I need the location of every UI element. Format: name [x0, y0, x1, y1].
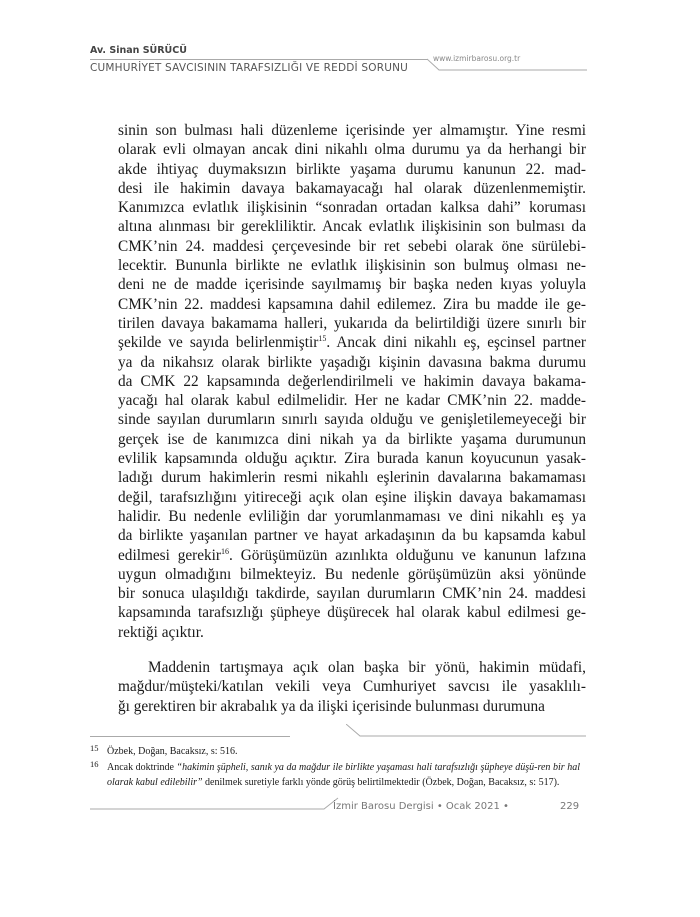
- footnote-quote: “hakimin şüpheli, sanık ya da mağdur ile birlikte yaşaması hali tarafsızlığı şüpheye düşü-ren bir hal olarak kabul edilebilir”: [107, 762, 580, 788]
- page-number: 229: [560, 801, 580, 812]
- text-segment: deni ne de madde içerisinde sayılmamış bir başka neden kıyas yoluyla: [118, 276, 586, 294]
- text-line: [118, 353, 586, 372]
- header-rule-slant: [427, 58, 587, 78]
- text-line: [118, 160, 586, 179]
- text-line: [118, 217, 586, 236]
- text-segment: rektiği açıktır.: [118, 623, 204, 641]
- text-segment: Kanımızca evlatlık ilişkisinin “sonradan ortadan kalksa dahi” koruması: [118, 199, 586, 217]
- text-line: [118, 198, 586, 217]
- text-line: [118, 121, 586, 140]
- text-segment: kapsamında tarafsızlığı şüpheye düşürecek hal olarak kabul edilmesi ge-: [118, 604, 586, 622]
- paragraph-gap: [118, 642, 586, 658]
- text-line: [118, 565, 586, 584]
- text-segment: Maddenin tartışmaya açık olan başka bir yönü, hakimin müdafi,: [148, 659, 586, 677]
- text-line: [118, 526, 586, 545]
- text-segment: lecektir. Bununla birlikte ne evlatlık ilişkisinin son bulmuş olması ne-: [118, 257, 586, 275]
- footnote-16: [90, 760, 580, 790]
- text-line: [118, 603, 586, 622]
- text-line: [118, 295, 586, 314]
- footer-rule: [90, 796, 340, 812]
- text-segment: ğı gerektiren bir akrabalık ya da ilişki içerisinde bulunması durumuna: [118, 697, 545, 715]
- footnote-ref: 15: [318, 334, 327, 344]
- text-segment: uygun olmadığını bilmekteyiz. Bu nedenle görüşümüzün aksi yönünde: [118, 565, 586, 583]
- text-line: [118, 237, 586, 256]
- footer-journal: İzmir Barosu Dergisi • Ocak 2021 •: [333, 801, 509, 812]
- text-segment: da birlikte yaşanılan partner ve hayat arkadaşının da bu kapsamda kabul: [118, 527, 586, 545]
- text-line: [118, 488, 586, 507]
- text-line: [118, 391, 586, 410]
- text-segment: ya da nikahsız olarak birlikte yaşadığı kişinin davasına bakma durumu: [118, 353, 586, 371]
- text-line: [118, 507, 586, 526]
- text-line: [118, 256, 586, 275]
- header-title: CUMHURİYET SAVCISININ TARAFSIZLIĞI VE REDDİ SORUNU: [90, 62, 409, 74]
- text-segment: evlilik kapsamında olduğu açıktır. Zira burada kanun koyucunun yasak-: [118, 450, 586, 468]
- text-segment: yacağı hal olarak kabul edilmelidir. Her ne kadar CMK’nin 22. madde-: [118, 392, 586, 410]
- text-line: [118, 546, 586, 565]
- text-line: [118, 314, 586, 333]
- footnote-number: 16: [90, 759, 99, 769]
- text-line: [118, 449, 586, 468]
- text-line: [118, 372, 586, 391]
- footnote-15: [90, 744, 580, 759]
- text-line: [118, 275, 586, 294]
- text-line: [118, 584, 586, 603]
- header-website: www.izmirbarosu.org.tr: [433, 54, 521, 63]
- text-segment: olarak evli olmayan ancak dini nikahlı olma durumu ya da herhangi bir: [118, 141, 586, 159]
- footnote-rule-slant: [346, 724, 586, 740]
- text-line: [118, 140, 586, 159]
- text-segment: desi ile hakimin davaya bakamayacağı hal olarak düzenlenmemiştir.: [118, 179, 586, 197]
- text-line: [118, 179, 586, 198]
- text-segment: sinin son bulması hali düzenleme içerisinde yer almamıştır. Yine resmi: [118, 122, 586, 139]
- text-line: [118, 333, 586, 352]
- footnote-text: denilmek suretiyle farklı yönde görüş belirtilmektedir (Özbek, Doğan, Bacaksız, s: 517).: [202, 777, 560, 788]
- text-segment: sinde sayılan durumların sınırlı sayıda olduğu ve genişletilemeyeceği bir: [118, 411, 586, 429]
- text-segment: altına alınması bir gerekliliktir. Ancak evlatlık ilişkisinin son bulması da: [118, 218, 586, 236]
- body-text: [118, 121, 586, 716]
- footnote-number: 15: [90, 743, 99, 753]
- text-segment: halidir. Bu nedenle evliliğin dar yorumlanmaması ve dini nikahlı eş ya: [118, 507, 586, 525]
- header-author: Av. Sinan SÜRÜCÜ: [90, 45, 187, 56]
- text-segment: CMK’nin 24. maddesi çerçevesinde bir ret sebebi olarak öne sürülebi-: [118, 237, 586, 255]
- text-segment: tirilen davaya bakamama halleri, yukarıda da belirtildiği üzere sınırlı bir: [118, 314, 586, 332]
- footnote-ref: 16: [221, 546, 230, 556]
- header-rule: [90, 59, 428, 60]
- text-segment: ladığı durum hakimlerin resmi nikahlı eşlerinin davalarına bakamaması: [118, 469, 586, 487]
- text-segment: . Ancak dini nikahlı eş, eşcinsel partner: [326, 334, 586, 352]
- footnote-text: Özbek, Doğan, Bacaksız, s: 516.: [107, 746, 238, 757]
- text-segment: şekilde ve sayıda belirlenmiştir: [118, 334, 319, 352]
- text-line: [118, 677, 586, 696]
- footnote-text: Ancak doktrinde: [107, 762, 177, 773]
- footnote-rule: [90, 736, 290, 737]
- text-segment: CMK’nin 22. maddesi kapsamına dahil edilemez. Zira bu madde ile ge-: [118, 295, 586, 313]
- text-segment: gerçek ise de kanımızca dini nikah ya da birlikte yaşama durumunun: [118, 430, 586, 448]
- text-line: [118, 410, 586, 429]
- text-segment: mağdur/müşteki/katılan vekili veya Cumhuriyet savcısı ile yasaklılı-: [118, 678, 586, 696]
- text-segment: . Görüşümüzün azınlıkta olduğunu ve kanunun lafzına: [229, 546, 587, 564]
- text-segment: bir sonuca ulaşıldığı takdirde, sayılan durumların CMK’nin 24. maddesi: [118, 585, 586, 603]
- text-segment: değil, tarafsızlığını yitireceği açık olan eşine ilişkin davaya bakamaması: [118, 488, 586, 506]
- text-line: [118, 430, 586, 449]
- text-line: [118, 623, 586, 642]
- text-segment: edilmesi gerekir: [118, 546, 222, 564]
- text-segment: da CMK 22 kapsamında değerlendirilmeli ve hakimin davaya bakama-: [118, 372, 586, 390]
- text-line: [118, 697, 586, 716]
- text-line: [118, 658, 586, 677]
- text-segment: akde ihtiyaç duymaksızın birlikte yaşama durumu kanunun 22. mad-: [118, 160, 586, 178]
- text-line: [118, 468, 586, 487]
